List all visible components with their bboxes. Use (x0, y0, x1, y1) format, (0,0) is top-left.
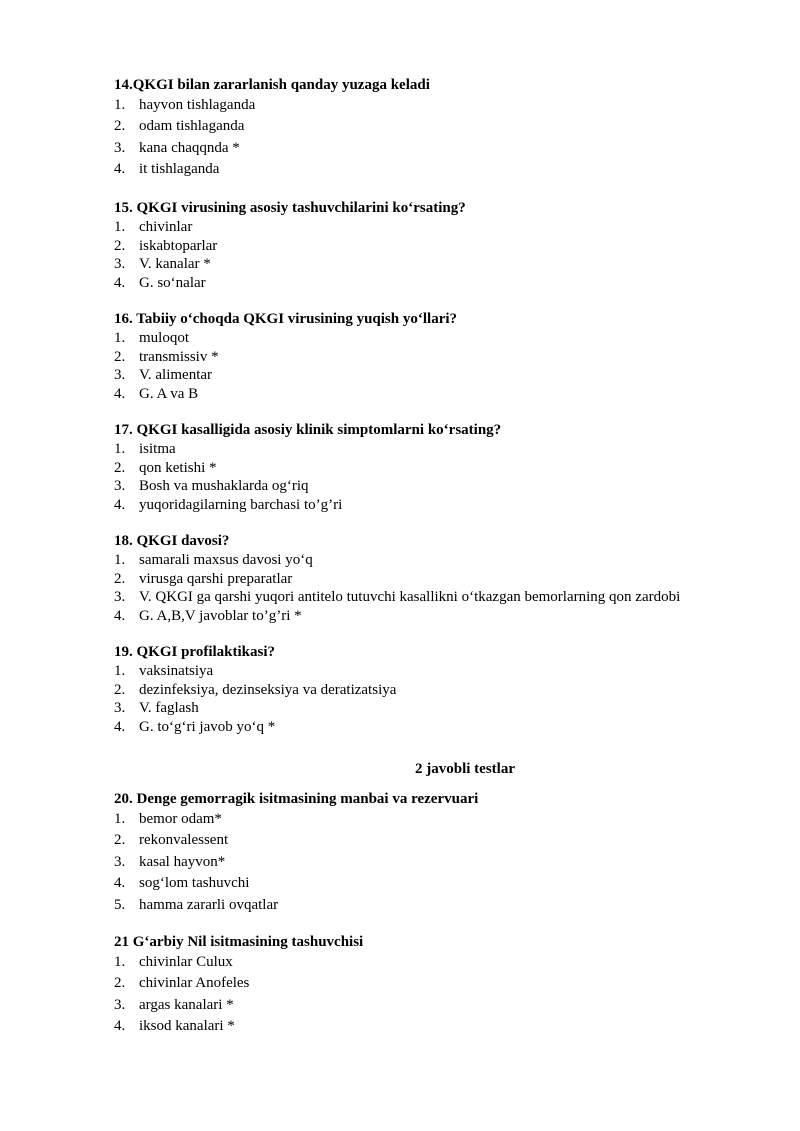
option-text: yuqoridagilarning barchasi to’g’ri (139, 496, 343, 513)
option-text: G. A va B (139, 385, 199, 402)
option-number: 3. (114, 700, 126, 717)
answer-option (114, 138, 774, 159)
question-19 (114, 643, 774, 736)
answer-option (114, 218, 774, 237)
answer-list (114, 440, 774, 514)
option-number: 2. (114, 681, 126, 698)
question-21 (114, 933, 774, 1038)
option-number: 2. (114, 975, 126, 992)
option-number: 4. (114, 161, 126, 178)
answer-option (114, 852, 774, 873)
option-text: dezinfeksiya, dezinseksiya va deratizatsiya (139, 681, 397, 698)
option-text: virusga qarshi preparatlar (139, 570, 293, 587)
option-number: 2. (114, 348, 126, 365)
question-title: 16. Tabiiy o‘choqda QKGI virusining yuqish yo‘llari? (114, 311, 458, 327)
option-number: 2. (114, 570, 126, 587)
option-text: odam tishlaganda (139, 118, 245, 135)
answer-list (114, 218, 774, 292)
answer-option (114, 973, 774, 994)
answer-option (114, 952, 774, 973)
answer-option (114, 237, 774, 256)
answer-list (114, 809, 774, 916)
answer-list (114, 952, 774, 1038)
question-15 (114, 199, 774, 292)
option-number: 1. (114, 811, 126, 827)
option-text: V. QKGI ga qarshi yuqori antitelo tutuvchi kasallikni o‘tkazgan bemorlarning qon zardobi (139, 589, 681, 606)
option-text: muloqot (139, 330, 190, 346)
option-number: 3. (114, 367, 126, 384)
section-heading: 2 javobli testlar (415, 761, 515, 777)
answer-option (114, 440, 774, 459)
option-text: transmissiv * (139, 348, 219, 365)
option-text: kana chaqqnda * (139, 139, 240, 156)
answer-option (114, 830, 774, 851)
answer-option (114, 274, 774, 293)
answer-option (114, 329, 774, 348)
question-title: 17. QKGI kasalligida asosiy klinik simptomlarni ko‘rsating? (114, 422, 502, 438)
answer-option (114, 895, 774, 916)
option-text: samarali maxsus davosi yo‘q (139, 552, 313, 568)
option-text: iskabtoparlar (139, 237, 218, 254)
option-text: G. so‘nalar (139, 274, 206, 291)
option-text: qon ketishi * (139, 459, 217, 476)
option-number: 1. (114, 219, 126, 235)
question-title: 21 G‘arbiy Nil isitmasining tashuvchisi (114, 934, 364, 950)
answer-option (114, 809, 774, 830)
option-number: 5. (114, 896, 126, 913)
option-number: 1. (114, 663, 126, 679)
option-number: 3. (114, 139, 126, 156)
question-16 (114, 310, 774, 403)
option-text: V. faglash (139, 700, 199, 717)
option-number: 3. (114, 256, 126, 273)
option-text: V. alimentar (139, 367, 213, 384)
answer-option (114, 348, 774, 367)
answer-option (114, 496, 774, 515)
answer-list (114, 329, 774, 403)
option-number: 2. (114, 237, 126, 254)
option-text: it tishlaganda (139, 161, 220, 178)
answer-option (114, 1016, 774, 1037)
answer-option (114, 477, 774, 496)
option-text: chivinlar Culux (139, 954, 233, 970)
option-number: 4. (114, 607, 126, 624)
answer-option (114, 159, 774, 180)
option-number: 2. (114, 118, 126, 135)
option-number: 1. (114, 330, 126, 346)
option-number: 1. (114, 552, 126, 568)
question-14 (114, 76, 774, 181)
option-number: 4. (114, 875, 126, 892)
answer-option (114, 366, 774, 385)
option-text: hamma zararli ovqatlar (139, 896, 279, 913)
option-text: chivinlar (139, 219, 193, 235)
option-text: G. to‘g‘ri javob yo‘q * (139, 718, 276, 735)
option-text: vaksinatsiya (139, 663, 214, 679)
option-text: sog‘lom tashuvchi (139, 875, 250, 892)
answer-option (114, 255, 774, 274)
answer-option (114, 681, 774, 700)
answer-option (114, 385, 774, 404)
answer-option (114, 662, 774, 681)
option-text: iksod kanalari * (139, 1018, 235, 1035)
option-number: 4. (114, 1018, 126, 1035)
option-number: 3. (114, 996, 126, 1013)
question-20 (114, 790, 774, 916)
answer-list (114, 551, 774, 625)
answer-option (114, 95, 774, 116)
option-text: hayvon tishlaganda (139, 97, 256, 113)
option-text: V. kanalar * (139, 256, 211, 273)
option-number: 3. (114, 853, 126, 870)
option-text: bemor odam* (139, 811, 222, 827)
answer-option (114, 995, 774, 1016)
answer-option (114, 588, 774, 607)
option-number: 4. (114, 274, 126, 291)
answer-option (114, 699, 774, 718)
option-number: 1. (114, 441, 126, 457)
answer-option (114, 116, 774, 137)
question-title: 15. QKGI virusining asosiy tashuvchilarini ko‘rsating? (114, 200, 466, 216)
answer-option (114, 551, 774, 570)
option-text: G. A,B,V javoblar to’g’ri * (139, 607, 302, 624)
question-18 (114, 532, 774, 625)
option-number: 4. (114, 496, 126, 513)
option-text: rekonvalessent (139, 832, 229, 849)
option-text: chivinlar Anofeles (139, 975, 250, 992)
answer-option (114, 718, 774, 737)
option-text: Bosh va mushaklarda og‘riq (139, 478, 309, 495)
option-number: 2. (114, 459, 126, 476)
answer-option (114, 570, 774, 589)
answer-option (114, 459, 774, 478)
option-number: 1. (114, 954, 126, 970)
option-number: 3. (114, 589, 126, 606)
option-number: 3. (114, 478, 126, 495)
answer-list (114, 95, 774, 181)
option-text: kasal hayvon* (139, 853, 226, 870)
question-title: 20. Denge gemorragik isitmasining manbai va rezervuari (114, 791, 479, 807)
option-number: 4. (114, 385, 126, 402)
question-title: 18. QKGI davosi? (114, 533, 230, 549)
question-17 (114, 421, 774, 514)
option-text: argas kanalari * (139, 996, 234, 1013)
question-title: 14.QKGI bilan zararlanish qanday yuzaga keladi (114, 77, 430, 93)
option-number: 2. (114, 832, 126, 849)
option-number: 1. (114, 97, 126, 113)
answer-option (114, 607, 774, 626)
answer-option (114, 873, 774, 894)
option-text: isitma (139, 441, 176, 457)
question-title: 19. QKGI profilaktikasi? (114, 644, 276, 660)
answer-list (114, 662, 774, 736)
option-number: 4. (114, 718, 126, 735)
